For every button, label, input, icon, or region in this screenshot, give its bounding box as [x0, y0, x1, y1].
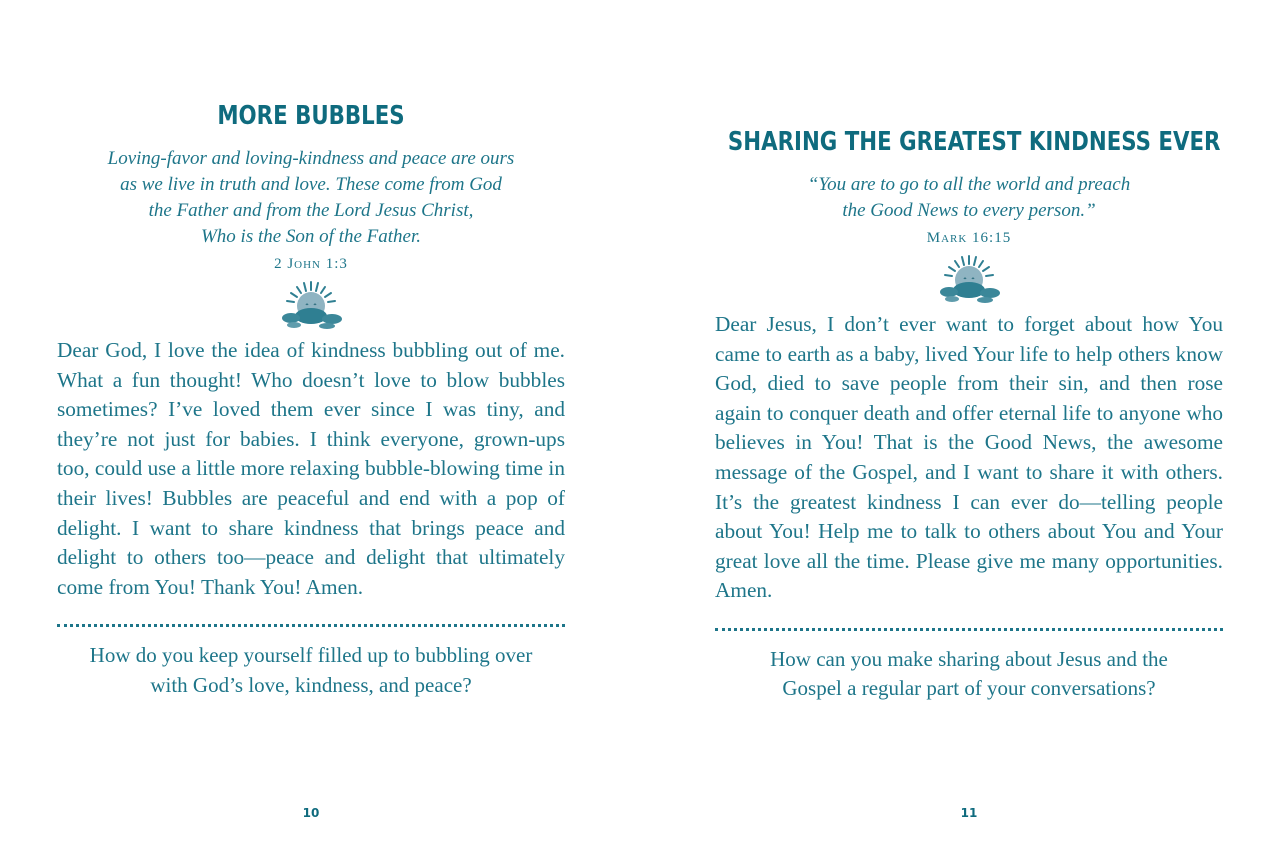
quote-line: the Good News to every person.” [842, 200, 1096, 221]
quote-line: Loving-favor and loving-kindness and peace are ours [107, 148, 515, 169]
page-number: 10 [302, 806, 320, 820]
question-line: How do you keep yourself filled up to bubbling over [89, 643, 533, 668]
prayer-text: Dear God, I love the idea of kindness bubbling out of me. What a fun thought! Who doesn’t love to blow bubbles sometimes? I’ve loved them ever since I was tiny, and they’re not just for babies. I think everyone, grown-ups too, could use a little more relaxing bubble-blowing time in their lives! Bubbles are peaceful and end with a pop of delight. I want to share kindness that brings peace and delight to others too—peace and delight that ultimately come from You! Thank You! Amen. [57, 338, 565, 599]
question-line: Gospel a regular part of your conversations? [782, 676, 1156, 701]
quote-line: Who is the Son of the Father. [200, 226, 422, 247]
question-line: with God’s love, kindness, and peace? [150, 672, 472, 697]
page-title: SHARING THE GREATEST KINDNESS EVER [727, 127, 1221, 157]
quote-line: as we live in truth and love. These come from God [120, 174, 502, 195]
question-line: How can you make sharing about Jesus and the [770, 646, 1168, 671]
sun-cloud-icon [935, 252, 1003, 304]
right-page [715, 0, 1223, 853]
page-number: 11 [960, 806, 978, 820]
reflection-question [57, 641, 565, 700]
left-page [57, 0, 565, 853]
quote-line: “You are to go to all the world and preach [807, 174, 1131, 195]
dotted-divider [715, 628, 1223, 631]
quote-line: the Father and from the Lord Jesus Christ, [148, 200, 474, 221]
scripture-reference: Mark 16:15 [926, 230, 1012, 246]
scripture-quote [715, 172, 1223, 224]
dotted-divider [57, 624, 565, 627]
sun-cloud-icon [277, 278, 345, 330]
page-title: MORE BUBBLES [217, 101, 405, 131]
scripture-reference: 2 John 1:3 [274, 256, 348, 272]
prayer-text: Dear Jesus, I don’t ever want to forget about how You came to earth as a baby, lived Your life to help others know God, died to save people from their sin, and then rose again to conquer death and offer eternal life to anyone who believes in You! That is the Good News, the awesome message of the Gospel, and I want to share it with others. It’s the greatest kindness I can ever do—telling people about You! Help me to talk to others about You and Your great love all the time. Please give me many opportunities. Amen. [715, 312, 1223, 603]
reflection-question [715, 645, 1223, 704]
scripture-quote [57, 146, 565, 250]
